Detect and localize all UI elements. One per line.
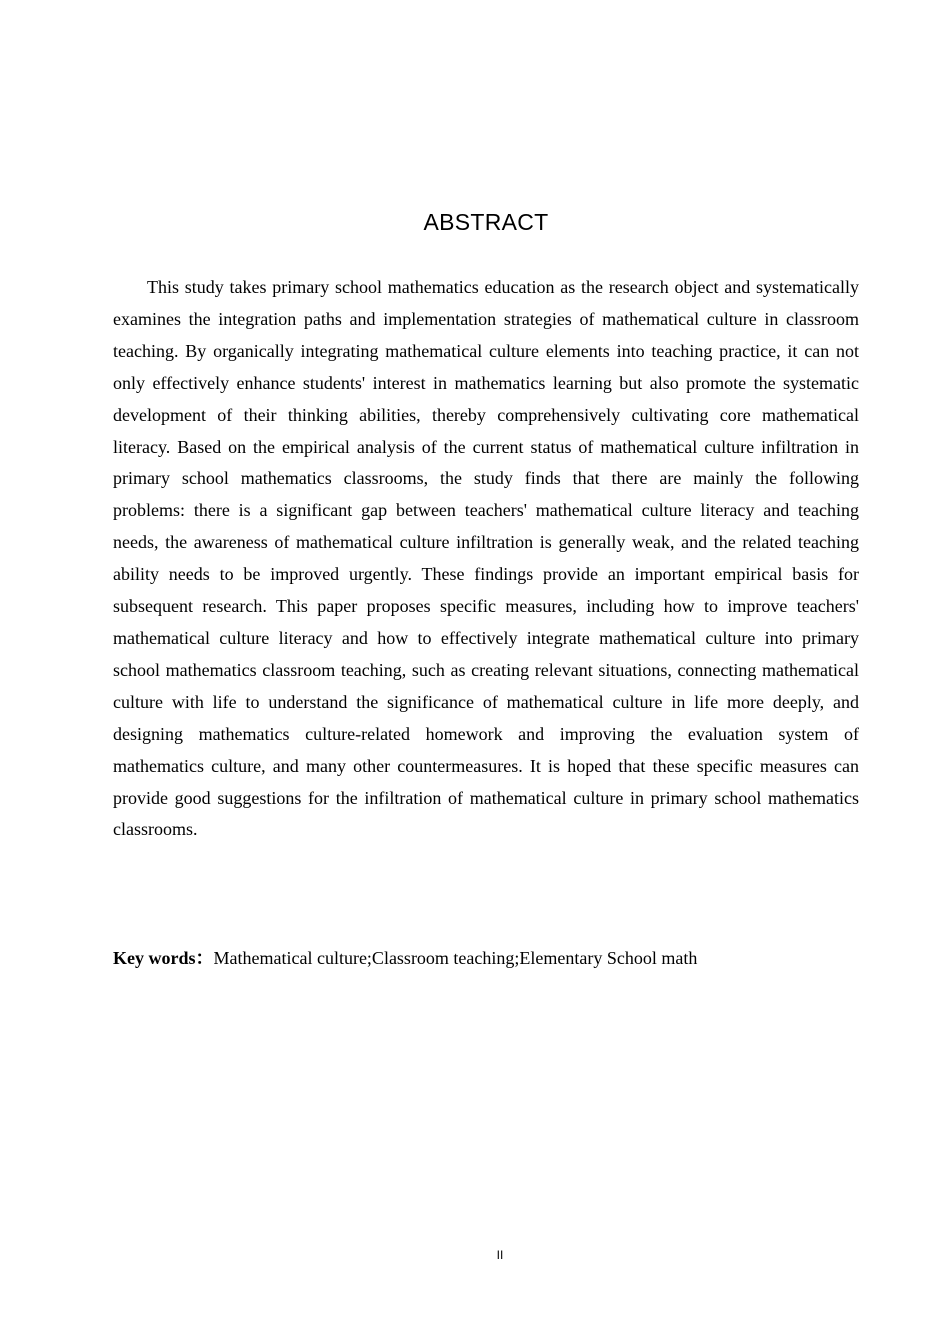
abstract-title: ABSTRACT (423, 209, 549, 235)
keywords-label: Key words： (113, 948, 214, 968)
page-number: II (496, 1248, 504, 1262)
keywords-line (113, 942, 859, 974)
abstract-body: This study takes primary school mathematics education as the research object and systematically examines the integration paths and implementation strategies of mathematical culture in classroom teaching. By organically integrating mathematical culture elements into teaching practice, it can not only effectively enhance students' interest in mathematics learning but also promote the systematic development of their thinking abilities, thereby comprehensively cultivating core mathematical literacy. Based on the empirical analysis of the current status of mathematical culture infiltration in primary school mathematics classrooms, the study finds that there are mainly the following problems: there is a significant gap between teachers' mathematical culture literacy and teaching needs, the awareness of mathematical culture infiltration is generally weak, and the related teaching ability needs to be improved urgently. These findings provide an important empirical basis for subsequent research. This paper proposes specific measures, including how to improve teachers' mathematical culture literacy and how to effectively integrate mathematical culture into primary school mathematics classroom teaching, such as creating relevant situations, connecting mathematical culture with life to understand the significance of mathematical culture in life more deeply, and designing mathematics culture-related homework and improving the evaluation system of mathematics culture, and many other countermeasures. It is hoped that these specific measures can provide good suggestions for the infiltration of mathematical culture in primary school mathematics classrooms. (113, 277, 859, 840)
keywords-text: Mathematical culture;Classroom teaching;Elementary School math (213, 948, 698, 968)
